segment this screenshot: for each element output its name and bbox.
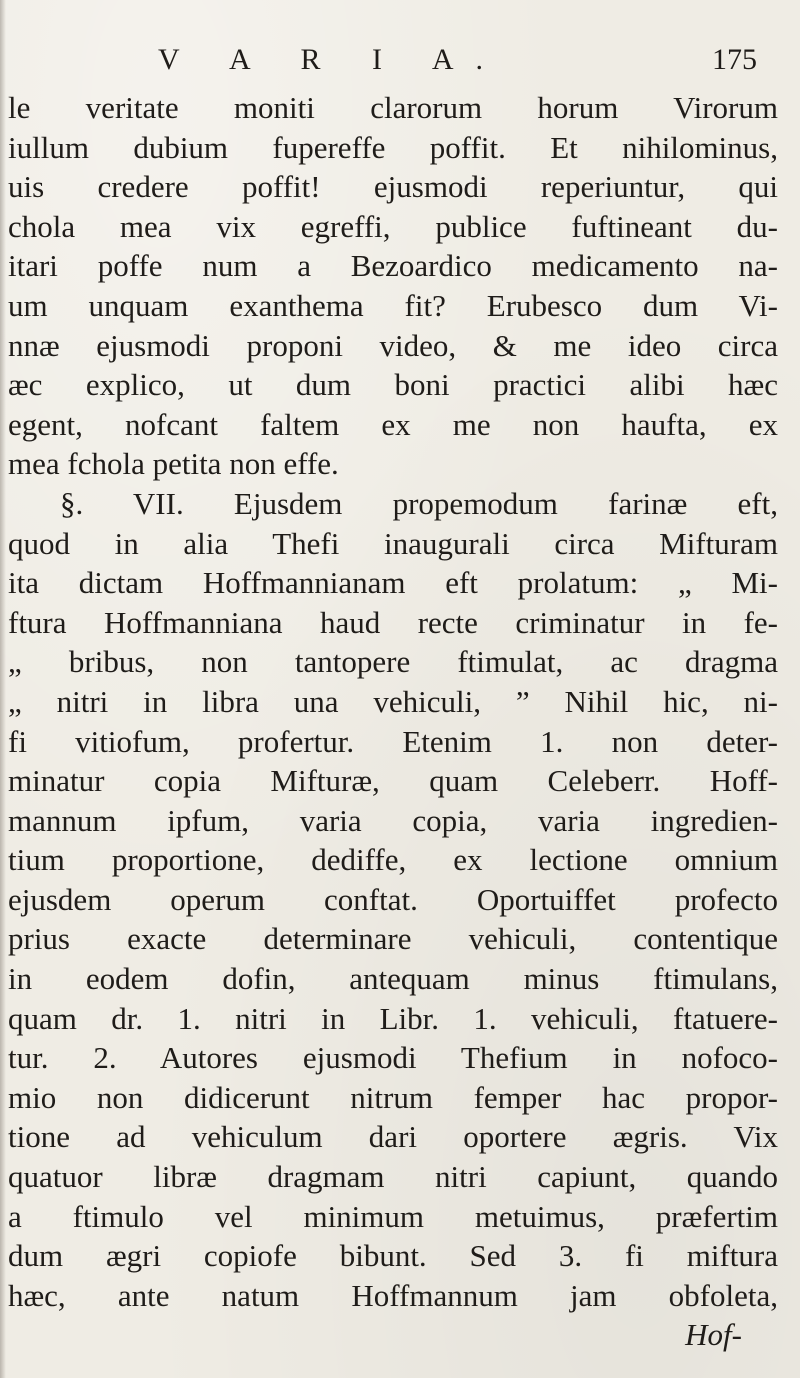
text-line: æc explico, ut dum boni practici alibi hæc [8, 367, 778, 403]
text-line: quatuor libræ dragmam nitri capiunt, quando [8, 1159, 778, 1195]
text-line: itari poffe num a Bezoardico medicamento na- [8, 248, 778, 284]
text-line: prius exacte determinare vehiculi, contentique [8, 921, 778, 957]
catchword: Hof- [685, 1317, 742, 1353]
body-text [8, 88, 778, 1355]
text-line: mea fchola petita non effe. [8, 446, 339, 482]
text-line: tur. 2. Autores ejusmodi Thefium in nofoco- [8, 1040, 778, 1076]
text-line: uis credere poffit! ejusmodi reperiuntur, qui [8, 169, 778, 205]
text-line: chola mea vix egreffi, publice fuftineant du- [8, 208, 778, 244]
text-line: tione ad vehiculum dari oportere ægris. Vix [8, 1119, 778, 1155]
text-line: fi vitiofum, profertur. Etenim 1. non deter- [8, 723, 778, 759]
text-line: ftura Hoffmanniana haud recte criminatur in fe- [8, 604, 778, 640]
text-line: in eodem dofin, antequam minus ftimulans, [8, 961, 778, 997]
text-line: ita dictam Hoffmannianam eft prolatum: „ Mi- [8, 565, 778, 601]
text-line: mio non didicerunt nitrum femper hac propor- [8, 1079, 778, 1115]
text-line: a ftimulo vel minimum metuimus, præfertim [8, 1198, 778, 1234]
text-line: le veritate moniti clarorum horum Virorum [8, 90, 778, 125]
text-line: um unquam exanthema fit? Erubesco dum Vi- [8, 287, 778, 323]
text-line: iullum dubium fupereffe poffit. Et nihilominus, [8, 129, 778, 165]
running-head-title: V A R I A. [158, 43, 505, 76]
page-gutter-shadow [0, 0, 6, 1378]
page-number: 175 [712, 43, 757, 76]
text-line: quam dr. 1. nitri in Libr. 1. vehiculi, ftatuere- [8, 1000, 778, 1036]
text-line: mannum ipfum, varia copia, varia ingredien- [8, 802, 778, 838]
running-head [0, 40, 800, 80]
text-line: minatur copia Mifturæ, quam Celeberr. Hoff- [8, 763, 778, 799]
text-line: tium proportione, dediffe, ex lectione omnium [8, 842, 778, 878]
text-line: nnæ ejusmodi proponi video, & me ideo circa [8, 327, 778, 363]
text-line: ejusdem operum conftat. Oportuiffet profecto [8, 881, 778, 917]
text-line: „ nitri in libra una vehiculi, ” Nihil hic, ni- [8, 683, 778, 719]
text-line: egent, nofcant faltem ex me non haufta, ex [8, 406, 778, 442]
section-heading-line: §. VII. Ejusdem propemodum farinæ eft, [60, 485, 778, 521]
text-line: dum ægri copiofe bibunt. Sed 3. fi miftura [8, 1238, 778, 1274]
text-line: „ bribus, non tantopere ftimulat, ac dragma [8, 644, 778, 680]
text-line: quod in alia Thefi inaugurali circa Mifturam [8, 525, 778, 561]
text-line: hæc, ante natum Hoffmannum jam obfoleta, [8, 1277, 778, 1313]
